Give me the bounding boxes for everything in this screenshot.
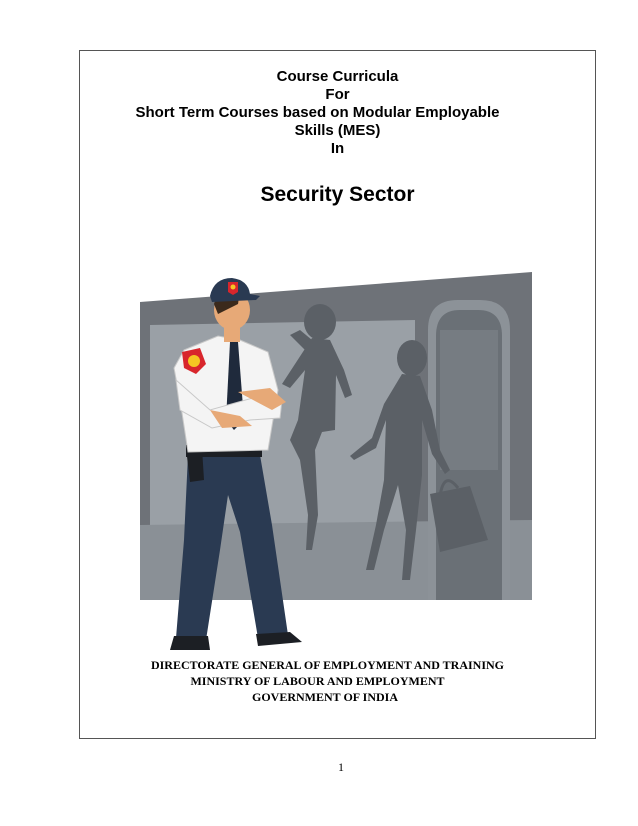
security-guard-illustration: [140, 270, 540, 660]
footer-line-government: GOVERNMENT OF INDIA: [251, 690, 398, 704]
title-line-skills-mes: Skills (MES): [294, 122, 381, 139]
sector-title: Security Sector: [260, 183, 415, 206]
footer-line-directorate: DIRECTORATE GENERAL OF EMPLOYMENT AND TRAINING: [150, 658, 505, 672]
title-line-course-curricula: Course Curricula: [276, 68, 399, 85]
title-line-for: For: [325, 86, 350, 103]
title-line-short-term-courses: Short Term Courses based on Modular Employable: [135, 104, 500, 121]
course-title-block: [79, 68, 596, 158]
footer-line-ministry: MINISTRY OF LABOUR AND EMPLOYMENT: [190, 674, 445, 688]
title-line-in: In: [330, 140, 345, 157]
page-number: 1: [338, 760, 344, 774]
issuing-authority-block: [79, 657, 596, 705]
